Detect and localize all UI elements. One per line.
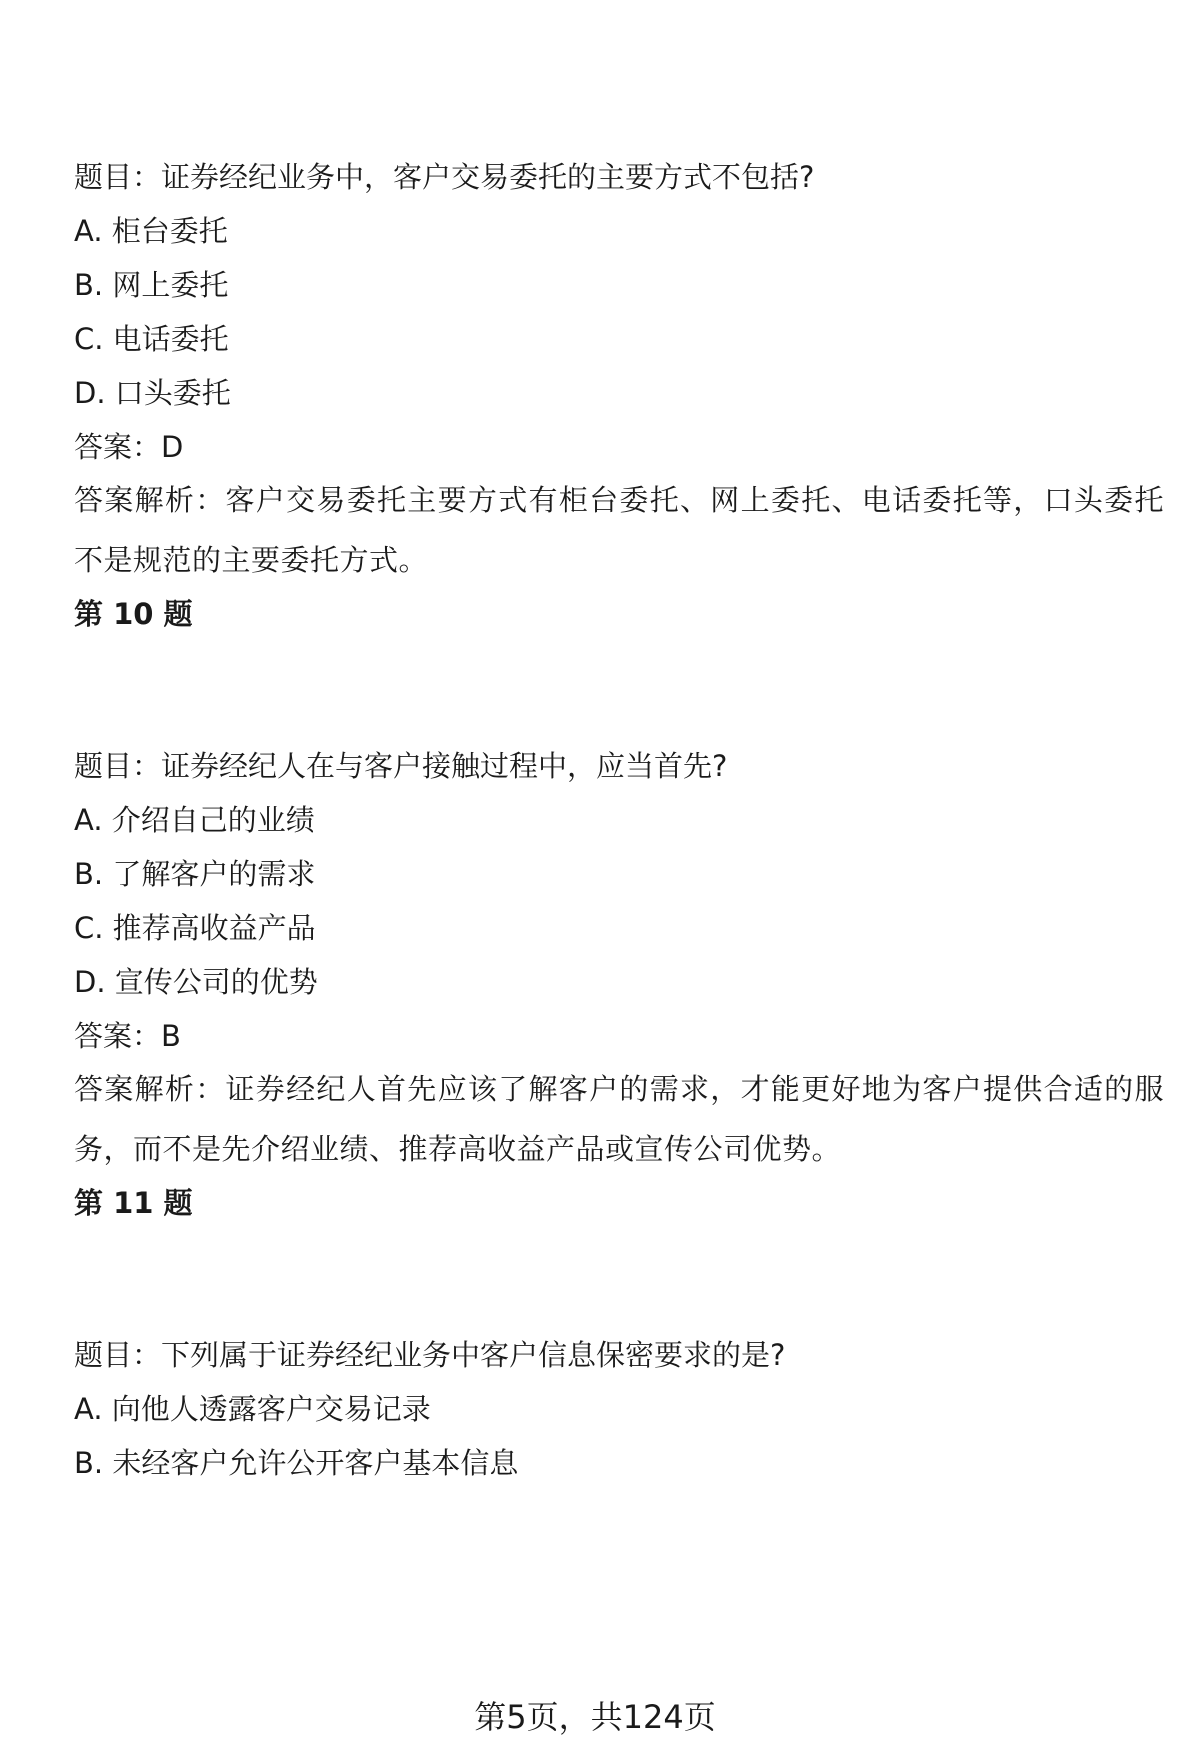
question-text: 题目：证券经纪人在与客户接触过程中，应当首先? (74, 749, 728, 783)
option-d: D. 宣传公司的优势 (74, 965, 318, 999)
option-c: C. 电话委托 (74, 322, 229, 356)
answer-explanation: 答案解析：客户交易委托主要方式有柜台委托、网上委托、电话委托等，口头委托不是规范的主要委托方式。 (74, 483, 1164, 577)
option-b: B. 未经客户允许公开客户基本信息 (74, 1446, 519, 1480)
question-heading: 第 11 题 (74, 1186, 193, 1220)
answer-text: 答案：B (74, 1019, 181, 1053)
option-b: B. 网上委托 (74, 268, 229, 302)
option-a: A. 介绍自己的业绩 (74, 803, 315, 837)
question-heading: 第 10 题 (74, 597, 193, 631)
question-text: 题目：下列属于证券经纪业务中客户信息保密要求的是? (74, 1338, 786, 1372)
option-d: D. 口头委托 (74, 376, 231, 410)
answer-text: 答案：D (74, 430, 184, 464)
option-a: A. 柜台委托 (74, 214, 228, 248)
answer-explanation: 答案解析：证券经纪人首先应该了解客户的需求，才能更好地为客户提供合适的服务，而不是先介绍业绩、推荐高收益产品或宣传公司优势。 (74, 1072, 1164, 1166)
question-text: 题目：证券经纪业务中，客户交易委托的主要方式不包括? (74, 160, 815, 194)
option-b: B. 了解客户的需求 (74, 857, 316, 891)
option-c: C. 推荐高收益产品 (74, 911, 316, 945)
page-number: 第5页，共124页 (474, 1698, 716, 1736)
option-a: A. 向他人透露客户交易记录 (74, 1392, 431, 1426)
